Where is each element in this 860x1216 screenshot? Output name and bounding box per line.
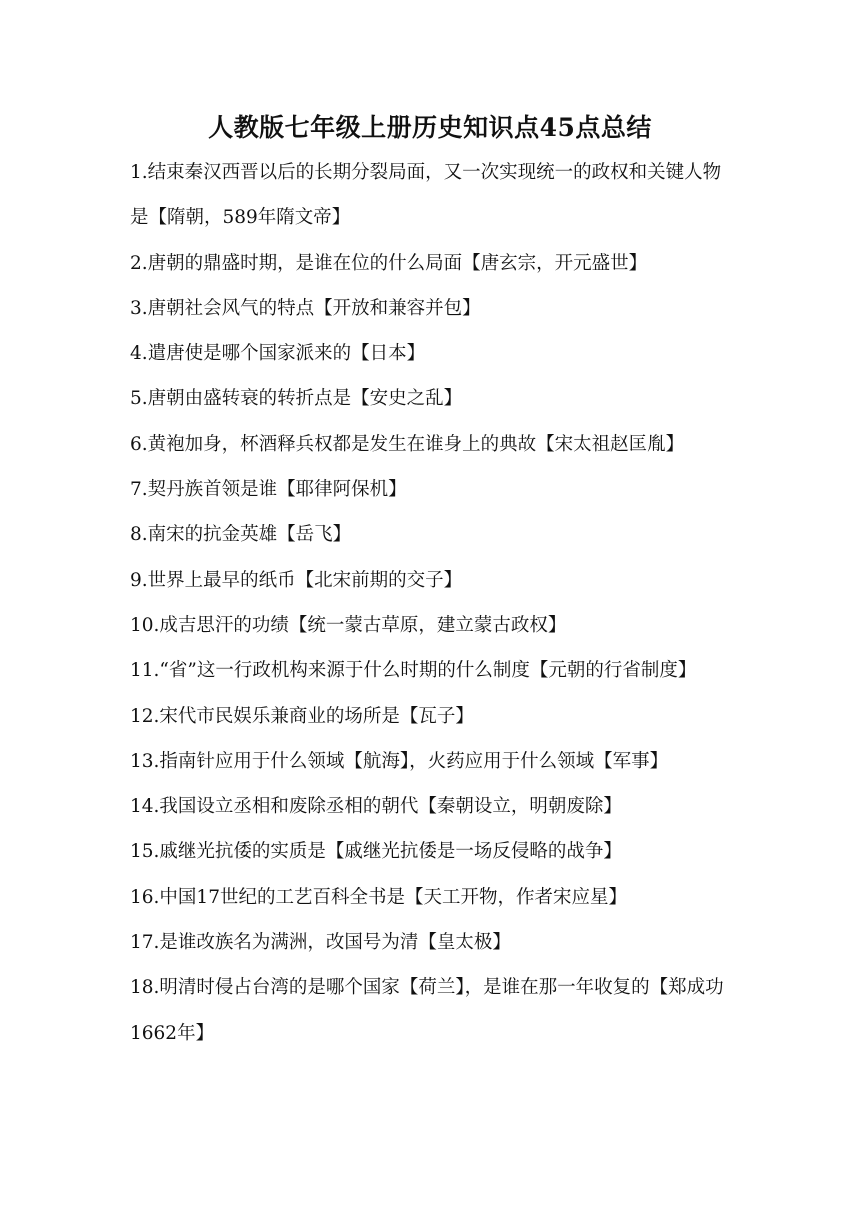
list-item: 14.我国设立丞相和废除丞相的朝代【秦朝设立，明朝废除】 (130, 796, 622, 818)
list-item: 18.明清时侵占台湾的是哪个国家【荷兰】，是谁在那一年收复的【郑成功1662年】 (130, 977, 724, 1044)
list-item: 2.唐朝的鼎盛时期，是谁在位的什么局面【唐玄宗，开元盛世】 (130, 252, 648, 274)
list-item: 1.结束秦汉西晋以后的长期分裂局面，又一次实现统一的政权和关键人物是【隋朝，589年隋文帝】 (130, 162, 722, 229)
list-item: 15.戚继光抗倭的实质是【戚继光抗倭是一场反侵略的战争】 (130, 841, 622, 863)
list-item: 12.宋代市民娱乐兼商业的场所是【瓦子】 (130, 705, 474, 727)
document-title: 人教版七年级上册历史知识点45点总结 (208, 113, 652, 142)
list-item: 3.唐朝社会风气的特点【开放和兼容并包】 (130, 297, 481, 319)
list-item: 5.唐朝由盛转衰的转折点是【安史之乱】 (130, 388, 463, 410)
knowledge-point-list (130, 150, 730, 1056)
list-item: 11.“省”这一行政机构来源于什么时期的什么制度【元朝的行省制度】 (130, 660, 697, 682)
list-item: 7.契丹族首领是谁【耶律阿保机】 (130, 479, 407, 501)
list-item: 4.遣唐使是哪个国家派来的【日本】 (130, 343, 426, 365)
list-item: 16.中国17世纪的工艺百科全书是【天工开物，作者宋应星】 (130, 886, 627, 908)
list-item: 17.是谁改族名为满洲，改国号为清【皇太极】 (130, 932, 511, 954)
list-item: 9.世界上最早的纸币【北宋前期的交子】 (130, 569, 463, 591)
list-item: 13.指南针应用于什么领域【航海】，火药应用于什么领域【军事】 (130, 750, 669, 772)
list-item: 10.成吉思汗的功绩【统一蒙古草原，建立蒙古政权】 (130, 614, 567, 636)
list-item: 6.黄袍加身，杯酒释兵权都是发生在谁身上的典故【宋太祖赵匡胤】 (130, 433, 685, 455)
list-item: 8.南宋的抗金英雄【岳飞】 (130, 524, 352, 546)
